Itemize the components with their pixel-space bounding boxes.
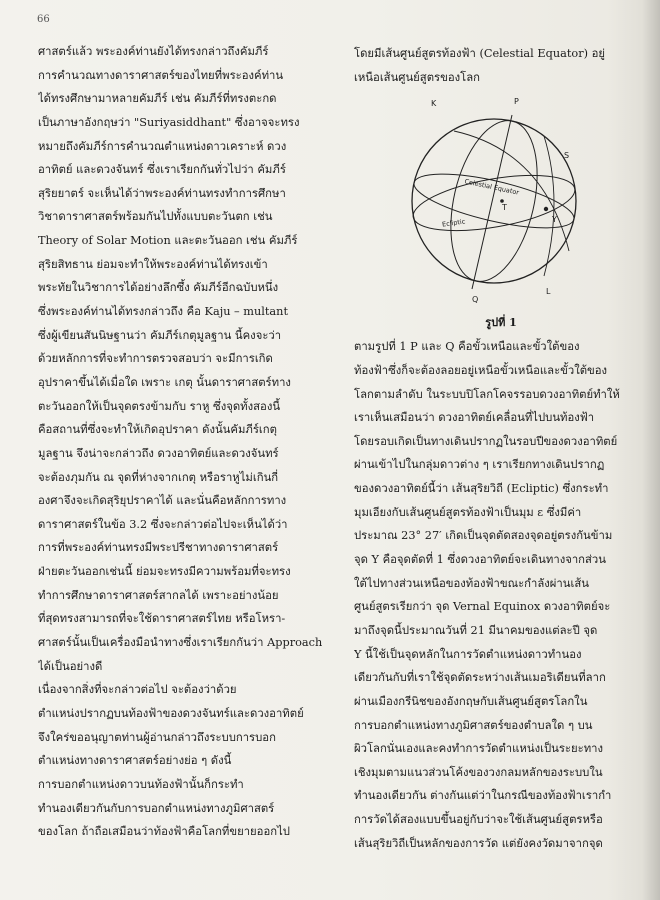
text-line: ซึ่งพระองค์ท่านได้ทรงกล่าวถึง คือ Kaju – multant [38, 305, 288, 319]
text-line: วิชาดาราศาสตร์พร้อมกันไปทั้งแบบตะวันตก เช่น [38, 210, 273, 224]
text-line: Y นี้ใช้เป็นจุดหลักในการวัดตำแหน่งดาวทำนอง [354, 647, 582, 661]
figure-caption: รูปที่ 1 [485, 316, 517, 330]
celestial-sphere-diagram [394, 91, 604, 311]
text-line: ท้องฟ้าซึ่งก็จะต้องลอยอยู่เหนือขั้วเหนือและขั้วใต้ของ [354, 363, 608, 377]
text-line: ประมาณ 23° 27′ เกิดเป็นจุดตัดสองจุดอยู่ตรงกันข้าม [354, 529, 613, 543]
text-line: การบอกตำแหน่งดาวบนท้องฟ้านั้นก็กระทำ [38, 777, 244, 791]
label-celestial-equator: Celestial Equator [463, 177, 520, 197]
text-line: ศาสตร์นั้นเป็นเครื่องมือนำทางซึ่งเราเรียกกันว่า Approach [38, 636, 323, 650]
text-line: อุปราคาขึ้นได้เมื่อใด เพราะ เกตุ นั้นดาราศาสตร์ทาง [38, 375, 291, 389]
text-line: พระทัยในวิชาการได้อย่างลึกซึ้ง คัมภีร์อีกฉบับหนึ่ง [38, 281, 279, 295]
text-line: มุมเอียงกับเส้นศูนย์สูตรท้องฟ้าเป็นมุม ε ซึ่งมีค่า [354, 505, 582, 519]
text-line: ที่สุดทรงสามารถที่จะใช้ดาราศาสตร์ไทย หรือโหรา- [38, 612, 286, 626]
text-line: คือสถานที่ซึ่งจะทำให้เกิดอุปราคา ดังนั้นคัมภีร์เกตุ [38, 423, 277, 437]
text-line: จะต้องภุมกัน ณ จุดที่ห่างจากเกตุ หรือราหูไม่เกินกี่ [38, 470, 279, 484]
text-line: ตำแหน่งปรากฏบนท้องฟ้าของดวงจันทร์และดวงอาทิตย์ [38, 706, 304, 720]
label-t: T [502, 203, 507, 213]
label-y: Y [552, 215, 557, 225]
text-line: เป็นภาษาอังกฤษว่า "Suriyasiddhant" ซึ่งอาจจะทรง [38, 115, 300, 129]
text-line: ทำนองเดียวกัน ต่างกันแต่ว่าในกรณีของท้องฟ้าเรากำ [354, 789, 612, 803]
page-number: 66 [37, 14, 50, 25]
text-line: ทำการศึกษาดาราศาสตร์สากลได้ เพราะอย่างน้อย [38, 588, 279, 602]
text-line: Theory of Solar Motion และตะวันออก เช่น คัมภีร์ [38, 234, 298, 248]
text-line: สุริยสิทธาน ย่อมจะทำให้พระองค์ท่านได้ทรงเข้า [38, 257, 268, 271]
text-line: จึงใคร่ขออนุญาตท่านผู้อ่านกล่าวถึงระบบการบอก [38, 730, 276, 744]
left-text-column [38, 40, 334, 844]
text-line: ผ่านเมืองกรีนิชของอังกฤษกับเส้นศูนย์สูตรโลกใน [354, 694, 588, 708]
text-line: ศาสตร์แล้ว พระองค์ท่านยังได้ทรงกล่าวถึงคัมภีร์ [38, 45, 269, 58]
text-line: การคำนวณทางดาราศาสตร์ของไทยที่พระองค์ท่าน [38, 68, 284, 82]
text-line: จุด Y คือจุดตัดที่ 1 ซึ่งดวงอาทิตย์จะเดินทางจากส่วน [354, 553, 606, 567]
text-line: ตำแหน่งทางดาราศาสตร์อย่างย่อ ๆ ดังนี้ [38, 754, 232, 768]
text-line: ของโลก ถ้าถือเสมือนว่าท้องฟ้าคือโลกที่ขยายออกไป [38, 825, 290, 839]
text-line: หมายถึงคัมภีร์การคำนวณตำแหน่งดาวเคราะห์ ดวง [38, 139, 287, 153]
text-line: โดยรอบเกิดเป็นทางเดินปรากฏในรอบปีของดวงอาทิตย์ [354, 434, 618, 448]
text-line: อาทิตย์ และดวงจันทร์ ซึ่งเราเรียกกันทั่วไปว่า คัมภีร์ [38, 163, 286, 177]
text-line: การวัดได้สองแบบขึ้นอยู่กับว่าจะใช้เส้นศูนย์สูตรหรือ [354, 813, 603, 827]
text-line: ตามรูปที่ 1 P และ Q คือขั้วเหนือและขั้วใต้ของ [354, 340, 580, 354]
text-line: เราเห็นเสมือนว่า ดวงอาทิตย์เคลื่อนที่ไปบนท้องฟ้า [354, 411, 595, 425]
text-line: ได้เป็นอย่างดี [38, 659, 103, 673]
text-line: ได้ทรงศึกษามาหลายคัมภีร์ เช่น คัมภีร์ที่ทรงตะกด [38, 92, 277, 106]
text-line: โดยมีเส้นศูนย์สูตรท้องฟ้า (Celestial Equator) อยู่ [354, 47, 605, 60]
text-line: ผ่านเข้าไปในกลุ่มดาวต่าง ๆ เราเรียกทางเดินปรากฏ [354, 458, 605, 472]
label-k: K [431, 99, 437, 109]
text-line: เดียวกันกับที่เราใช้จุดตัดระหว่างเส้นเมอริเดียนที่ลาก [354, 671, 606, 685]
text-line: การที่พระองค์ท่านทรงมีพระปรีชาทางดาราศาสตร์ [38, 541, 279, 555]
label-p: P [514, 97, 519, 107]
text-line: ศูนย์สูตรเรียกว่า จุด Vernal Equinox ดวงอาทิตย์จะ [354, 600, 611, 614]
text-line: ผิวโลกนั่นเองและคงทำการวัดตำแหน่งเป็นระยะทาง [354, 742, 603, 756]
text-line: การบอกตำแหน่งทางภูมิศาสตร์ของตำบลใด ๆ บน [354, 718, 593, 732]
label-q: Q [472, 295, 479, 305]
text-line: เหนือเส้นศูนย์สูตรของโลก [354, 70, 480, 84]
text-line: ซึ่งผู้เขียนสันนิษฐานว่า คัมภีร์เกตุมูลฐาน นี้คงจะว่า [38, 328, 282, 342]
text-line: ดาราศาสตร์ในข้อ 3.2 ซึ่งจะกล่าวต่อไปจะเห็นได้ว่า [38, 517, 288, 531]
label-ecliptic: Ecliptic [441, 217, 466, 229]
text-line: เส้นสุริยวิถีเป็นหลักของการวัด แต่ยังคงวัดมาจากจุด [354, 836, 603, 850]
label-l: L [546, 287, 551, 297]
text-line: โลกตามลำดับ ในระบบปิโลกโคจรรอบดวงอาทิตย์ทำให้ [354, 387, 620, 401]
text-line: องศาจึงจะเกิดสุริยุปราคาได้ และนั่นคือหลักการทาง [38, 494, 287, 508]
text-line: เชิงมุมตามแนวส่วนโค้งของวงกลมหลักของระบบใน [354, 765, 603, 779]
text-line: เนื่องจากสิ่งที่จะกล่าวต่อไป จะต้องว่าด้วย [38, 683, 237, 697]
text-line: ฝ่ายตะวันออกเช่นนี้ ย่อมจะทรงมีความพร้อมที่จะทรง [38, 565, 291, 579]
text-line: ตะวันออกให้เป็นจุดตรงข้ามกับ ราหู ซึ่งจุดทั้งสองนี้ [38, 399, 281, 413]
celestial-sphere-figure [354, 91, 648, 311]
text-line: มาถึงจุดนี้ประมาณวันที่ 21 มีนาคมของแต่ละปี จุด [354, 623, 598, 637]
text-line: ทำนองเดียวกันกับการบอกตำแหน่งทางภูมิศาสตร์ [38, 801, 275, 815]
text-line: ของดวงอาทิตย์นี้ว่า เส้นสุริยวิถี (Ecliptic) ซึ่งกระทำ [354, 482, 609, 496]
text-line: ใต้ไปทางส่วนเหนือของท้องฟ้าขณะกำลังผ่านเส้น [354, 576, 589, 590]
text-line: ด้วยหลักการที่จะทำการตรวจสอบว่า จะมีการเกิด [38, 352, 273, 366]
text-line: มูลฐาน จึงน่าจะกล่าวถึง ดวงอาทิตย์และดวงจันทร์ [38, 446, 279, 460]
right-text-column [354, 42, 648, 855]
text-line: สุริยยาตร์ จะเห็นได้ว่าพระองค์ท่านทรงทำการศึกษา [38, 186, 286, 200]
label-s: S [564, 151, 570, 161]
